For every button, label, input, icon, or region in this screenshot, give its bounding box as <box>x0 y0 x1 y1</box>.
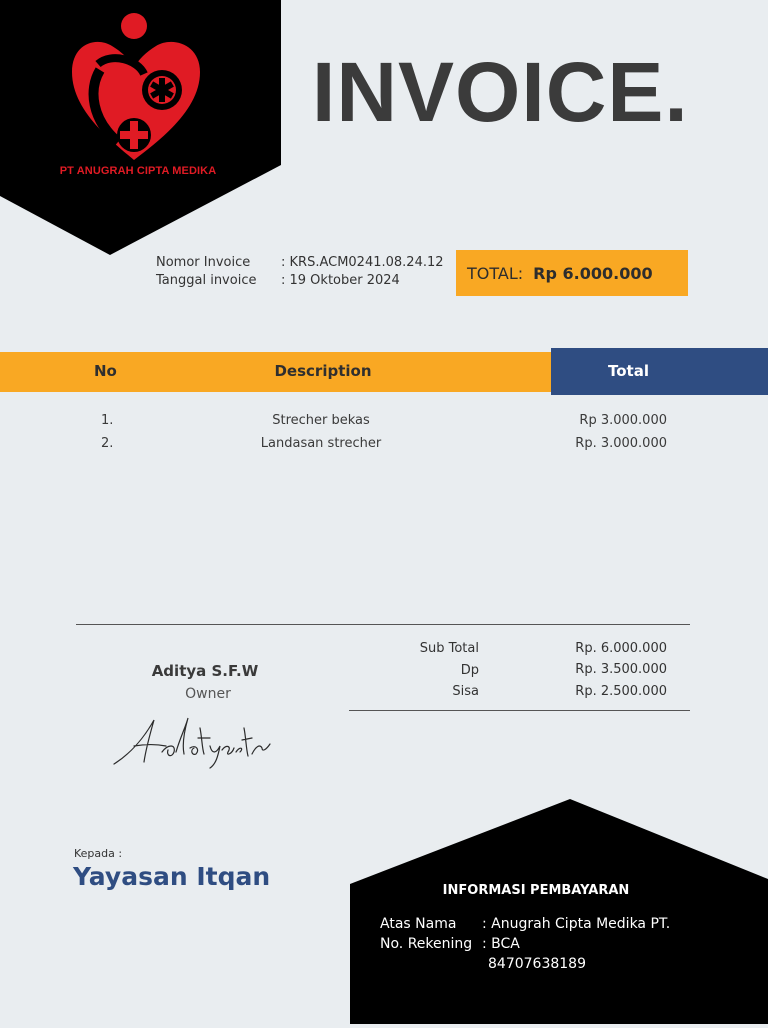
dp-value: Rp. 3.500.000 <box>575 662 667 677</box>
account-number-label: No. Rekening <box>380 936 473 952</box>
sisa-value: Rp. 2.500.000 <box>575 684 667 699</box>
page-title: INVOICE. <box>312 45 689 139</box>
account-name-value: : Anugrah Cipta Medika PT. <box>482 916 671 932</box>
handwritten-signature-icon <box>110 708 275 770</box>
column-header-description: Description <box>274 362 372 380</box>
invoice-number-label: Nomor Invoice <box>156 255 251 270</box>
total-label: TOTAL: <box>467 263 524 283</box>
account-name-label: Atas Nama <box>380 916 457 932</box>
invoice-date-label: Tanggal invoice <box>156 273 257 288</box>
row-description: Landasan strecher <box>260 436 382 451</box>
payment-info-title: INFORMASI PEMBAYARAN <box>442 883 630 898</box>
recipient-label: Kepada : <box>74 847 123 860</box>
logo-banner <box>0 0 281 255</box>
company-name: PT ANUGRAH CIPTA MEDIKA <box>59 165 217 177</box>
column-header-no: No <box>94 362 117 380</box>
subtotal-label: Sub Total <box>419 641 479 656</box>
signatory-role: Owner <box>185 686 231 702</box>
column-header-total: Total <box>608 362 649 380</box>
invoice-date-value: : 19 Oktober 2024 <box>281 273 400 288</box>
recipient-name: Yayasan Itqan <box>73 862 271 891</box>
payment-info-panel <box>350 799 768 1024</box>
bank-name-value: : BCA <box>482 936 520 952</box>
subtotal-value: Rp. 6.000.000 <box>575 641 667 656</box>
dp-label: Dp <box>460 663 479 678</box>
row-description: Strecher bekas <box>272 413 370 428</box>
row-total: Rp. 3.000.000 <box>575 436 667 451</box>
row-total: Rp 3.000.000 <box>579 413 667 428</box>
account-number-value: 84707638189 <box>488 956 586 972</box>
table-divider <box>76 624 690 625</box>
row-no: 1. <box>101 413 114 428</box>
sisa-label: Sisa <box>452 684 479 699</box>
signatory-name: Aditya S.F.W <box>151 662 259 680</box>
summary-divider <box>349 710 690 711</box>
total-amount: Rp 6.000.000 <box>533 263 653 283</box>
total-badge <box>456 250 688 296</box>
row-no: 2. <box>101 436 114 451</box>
invoice-number-value: : KRS.ACM0241.08.24.12 <box>281 255 444 270</box>
